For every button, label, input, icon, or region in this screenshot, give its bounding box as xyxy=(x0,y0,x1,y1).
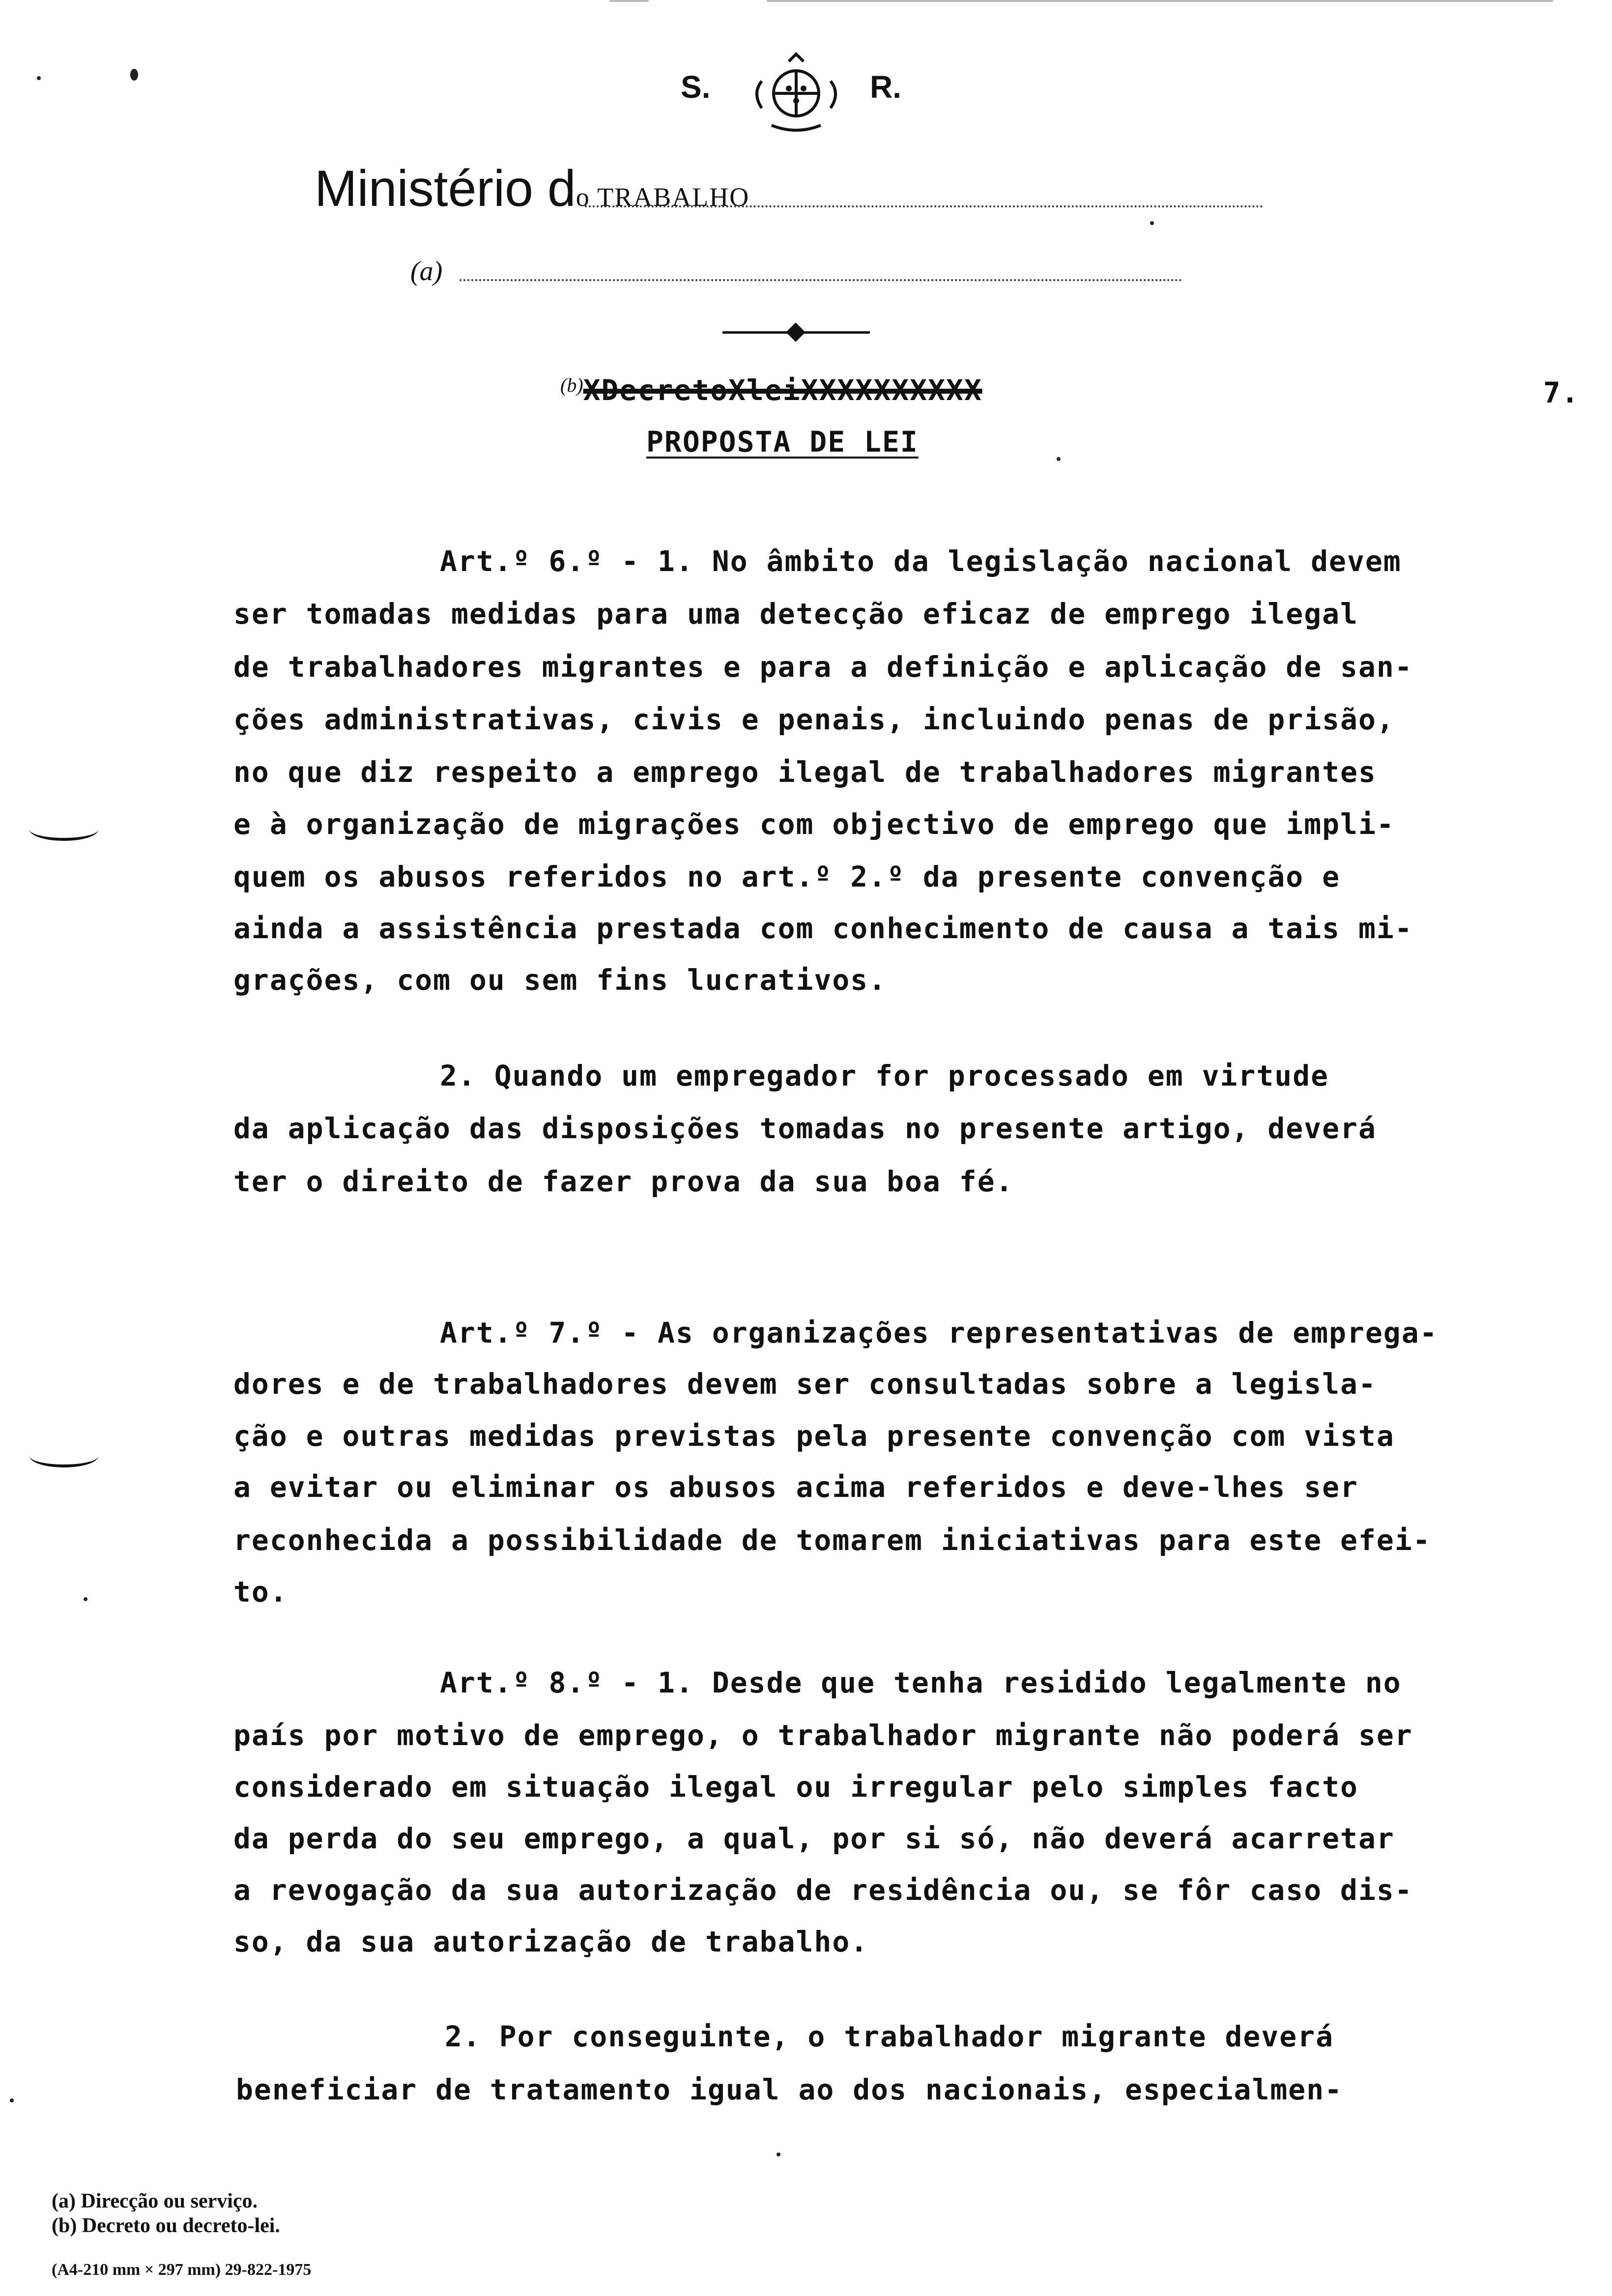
text-line: Art.º 8.º - 1. Desde que tenha residido legalmente no xyxy=(440,1666,1402,1699)
text-line: ções administrativas, civis e penais, incluindo penas de prisão, xyxy=(233,703,1395,736)
margin-speck xyxy=(37,76,41,80)
form-code: (A4-210 mm × 297 mm) 29-822-1975 xyxy=(52,2261,312,2279)
ministry-dotted-line xyxy=(585,205,1263,207)
text-line: ainda a assistência prestada com conhecimento de causa a tais mi- xyxy=(233,912,1413,945)
text-line: no que diz respeito a emprego ilegal de trabalhadores migrantes xyxy=(233,755,1377,789)
text-line: de trabalhadores migrantes e para a definição e aplicação de san- xyxy=(233,650,1413,684)
footnote-a: (a) Direcção ou serviço. xyxy=(52,2190,258,2212)
text-line: reconhecida a possibilidade de tomarem iniciativas para este efei- xyxy=(233,1523,1431,1557)
text-line: Art.º 6.º - 1. No âmbito da legislação nacional devem xyxy=(440,545,1402,578)
field-b-label: (b) xyxy=(560,374,583,396)
field-a-label: (a) xyxy=(410,256,443,287)
text-line: to. xyxy=(233,1575,288,1608)
text-line: ter o direito de fazer prova da sua boa fé. xyxy=(233,1165,1014,1198)
margin-speck xyxy=(10,2098,14,2102)
margin-speck xyxy=(84,1597,87,1601)
top-rule xyxy=(767,0,1553,2)
ministry-name: o TRABALHO xyxy=(576,182,750,212)
text-line: grações, com ou sem fins lucrativos. xyxy=(233,963,887,997)
text-line: e à organização de migrações com objectivo de emprego que impli- xyxy=(233,807,1395,841)
separator-diamond xyxy=(786,322,806,342)
margin-bracket-mark xyxy=(29,1445,98,1467)
page-number: 7. xyxy=(1543,376,1580,409)
text-line: beneficiar de tratamento igual ao dos nacionais, especialmen- xyxy=(236,2073,1343,2106)
text-line: Art.º 7.º - As organizações representativas de emprega- xyxy=(440,1316,1438,1349)
footnote-b: (b) Decreto ou decreto-lei. xyxy=(52,2214,280,2237)
text-line: so, da sua autorização de trabalho. xyxy=(233,1925,869,1958)
margin-speck xyxy=(130,69,138,81)
text-line: a evitar ou eliminar os abusos acima referidos e deve-lhes ser xyxy=(233,1470,1358,1504)
document-title: PROPOSTA DE LEI xyxy=(646,425,919,459)
margin-speck xyxy=(777,2152,780,2156)
text-line: a revogação da sua autorização de residência ou, se fôr caso dis- xyxy=(233,1873,1413,1907)
top-rule-left xyxy=(609,0,649,2)
text-line: ção e outras medidas previstas pela presente convenção com vista xyxy=(233,1419,1395,1453)
decree-line xyxy=(560,373,982,407)
text-line: país por motivo de emprego, o trabalhador migrante não poderá ser xyxy=(233,1719,1413,1752)
coat-of-arms-emblem xyxy=(742,52,850,135)
text-line: considerado em situação ilegal ou irregular pelo simples facto xyxy=(233,1770,1358,1804)
text-line: ser tomadas medidas para uma detecção eficaz de emprego ilegal xyxy=(233,597,1358,631)
letterhead-right-letter: R. xyxy=(870,69,901,105)
letterhead-left-letter: S. xyxy=(681,69,711,105)
text-line: da perda do seu emprego, a qual, por si só, não deverá acarretar xyxy=(233,1822,1395,1855)
text-line: da aplicação das disposições tomadas no presente artigo, deverá xyxy=(233,1112,1377,1145)
margin-speck xyxy=(1150,221,1154,225)
margin-bracket-mark xyxy=(29,818,98,841)
struck-decree-text: XDecretoXleiXXXXXXXXXX xyxy=(583,373,982,407)
text-line: 2. Quando um empregador for processado em virtude xyxy=(440,1059,1329,1092)
text-line: quem os abusos referidos no art.º 2.º da presente convenção e xyxy=(233,860,1341,893)
margin-speck xyxy=(1057,457,1061,461)
ministry-prefix: Ministério d xyxy=(315,160,576,217)
text-line: 2. Por conseguinte, o trabalhador migrante deverá xyxy=(445,2020,1334,2053)
text-line: dores e de trabalhadores devem ser consultadas sobre a legisla- xyxy=(233,1367,1377,1401)
field-a-dotted-line xyxy=(460,279,1182,281)
ministry-line xyxy=(315,160,749,218)
